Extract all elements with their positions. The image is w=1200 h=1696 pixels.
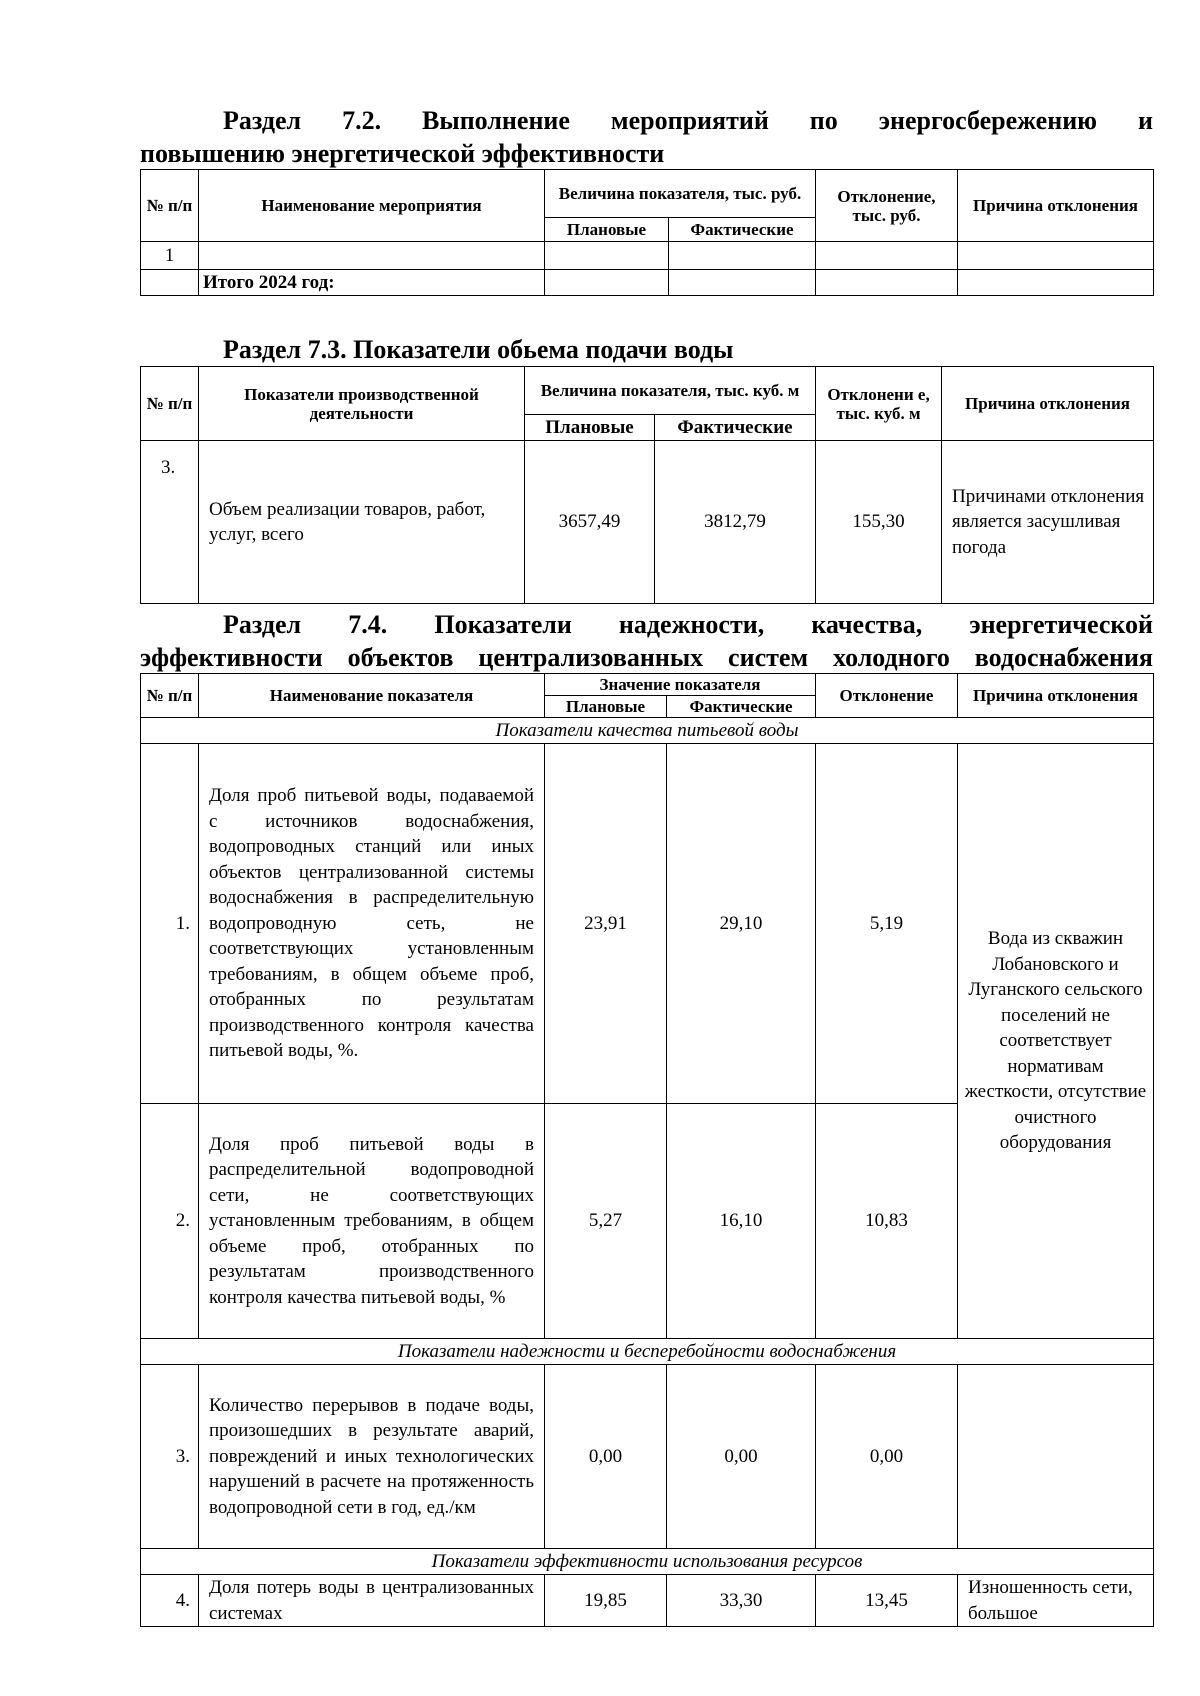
row-fact: 29,10 <box>667 744 816 1104</box>
row-plan: 19,85 <box>545 1575 667 1627</box>
header-value: Значение показателя <box>545 674 816 696</box>
row-num: 1 <box>141 242 199 270</box>
header-name: Наименование показателя <box>199 674 545 718</box>
row-deviation: 13,45 <box>816 1575 958 1627</box>
header-reason: Причина отклонения <box>958 170 1154 242</box>
reason-quality: Вода из скважин Лобановского и Луганского сельского поселений не соответствует нормативам жесткости, отсутствие очистного оборудования <box>958 744 1154 1339</box>
header-value: Величина показателя, тыс. куб. м <box>525 367 816 415</box>
row-fact: 33,30 <box>667 1575 816 1627</box>
table-row <box>141 242 1154 270</box>
row-name: Количество перерывов в подаче воды, произошедших в результате аварий, повреждений и иных технологических нарушений в расчете на протяженность водопроводной сети в год, ед./км <box>199 1365 545 1549</box>
row-fact: 0,00 <box>667 1365 816 1549</box>
table-row <box>141 1575 1154 1627</box>
header-value: Величина показателя, тыс. руб. <box>545 170 816 218</box>
table-row <box>141 744 1154 1104</box>
row-num: 3. <box>141 1365 199 1549</box>
header-plan: Плановые <box>545 218 669 242</box>
row-name: Доля проб питьевой воды, подаваемой с источников водоснабжения, водопроводных станций или иных объектов централизованной системы водоснабжения в распределительную водопроводную сеть, не соответствующих установленным требованиям, в общем объеме проб, отобранных по результатам производственного контроля качества питьевой воды, %. <box>199 744 545 1104</box>
header-name: Показатели производственной деятельности <box>199 367 525 441</box>
table-row-total <box>141 270 1154 296</box>
row-fact: 3812,79 <box>655 441 816 604</box>
row-num: 2. <box>141 1104 199 1339</box>
table-row <box>141 1365 1154 1549</box>
row-reason: Изношенность сети, большое <box>958 1575 1154 1627</box>
row-reason: Причинами отклонения является засушливая погода <box>942 441 1154 604</box>
header-plan: Плановые <box>545 696 667 718</box>
header-deviation: Отклонение <box>816 674 958 718</box>
section-7-2-title-line1: Раздел 7.2. Выполнение мероприятий по энергосбережению и <box>223 106 1153 135</box>
table-7-3 <box>140 366 1154 604</box>
row-num: 4. <box>141 1575 199 1627</box>
row-plan: 5,27 <box>545 1104 667 1339</box>
row-num: 1. <box>141 744 199 1104</box>
section-7-2-title-line2: повышению энергетической эффективности <box>140 139 665 168</box>
section-7-4-title-line2: эффективности объектов централизованных систем холодного водоснабжения <box>140 643 1153 672</box>
row-num: 3. <box>141 441 199 604</box>
header-num: № п/п <box>141 674 199 718</box>
header-fact: Фактические <box>655 415 816 441</box>
table-7-4 <box>140 673 1154 1627</box>
section-efficiency-label: Показатели эффективности использования ресурсов <box>141 1549 1154 1575</box>
table-7-2 <box>140 169 1154 296</box>
section-7-3-title: Раздел 7.3. Показатели обьема подачи воды <box>223 335 734 364</box>
header-deviation: Отклонение, тыс. руб. <box>816 170 958 242</box>
section-reliability-label: Показатели надежности и бесперебойности водоснабжения <box>141 1339 1154 1365</box>
section-quality-label: Показатели качества питьевой воды <box>141 718 1154 744</box>
header-fact: Фактические <box>669 218 816 242</box>
header-reason: Причина отклонения <box>942 367 1154 441</box>
header-plan: Плановые <box>525 415 655 441</box>
row-deviation: 155,30 <box>816 441 942 604</box>
header-num: № п/п <box>141 367 199 441</box>
row-name: Доля проб питьевой воды в распределительной водопроводной сети, не соответствующих установленным требованиям, в общем объеме проб, отобранных по результатам производственного контроля качества питьевой воды, % <box>199 1104 545 1339</box>
row-plan: 23,91 <box>545 744 667 1104</box>
header-fact: Фактические <box>667 696 816 718</box>
section-7-4-title-line1: Раздел 7.4. Показатели надежности, качества, энергетической <box>223 610 1153 639</box>
table-row <box>141 441 1154 604</box>
row-name: Объем реализации товаров, работ, услуг, всего <box>199 441 525 604</box>
row-name: Доля потерь воды в централизованных системах <box>199 1575 545 1627</box>
header-num: № п/п <box>141 170 199 242</box>
header-name: Наименование мероприятия <box>199 170 545 242</box>
row-fact: 16,10 <box>667 1104 816 1339</box>
row-deviation: 5,19 <box>816 744 958 1104</box>
header-reason: Причина отклонения <box>958 674 1154 718</box>
row-plan: 3657,49 <box>525 441 655 604</box>
row-plan: 0,00 <box>545 1365 667 1549</box>
row-deviation: 10,83 <box>816 1104 958 1339</box>
header-deviation: Отклонени е, тыс. куб. м <box>816 367 942 441</box>
total-label: Итого 2024 год: <box>199 270 545 296</box>
row-deviation: 0,00 <box>816 1365 958 1549</box>
